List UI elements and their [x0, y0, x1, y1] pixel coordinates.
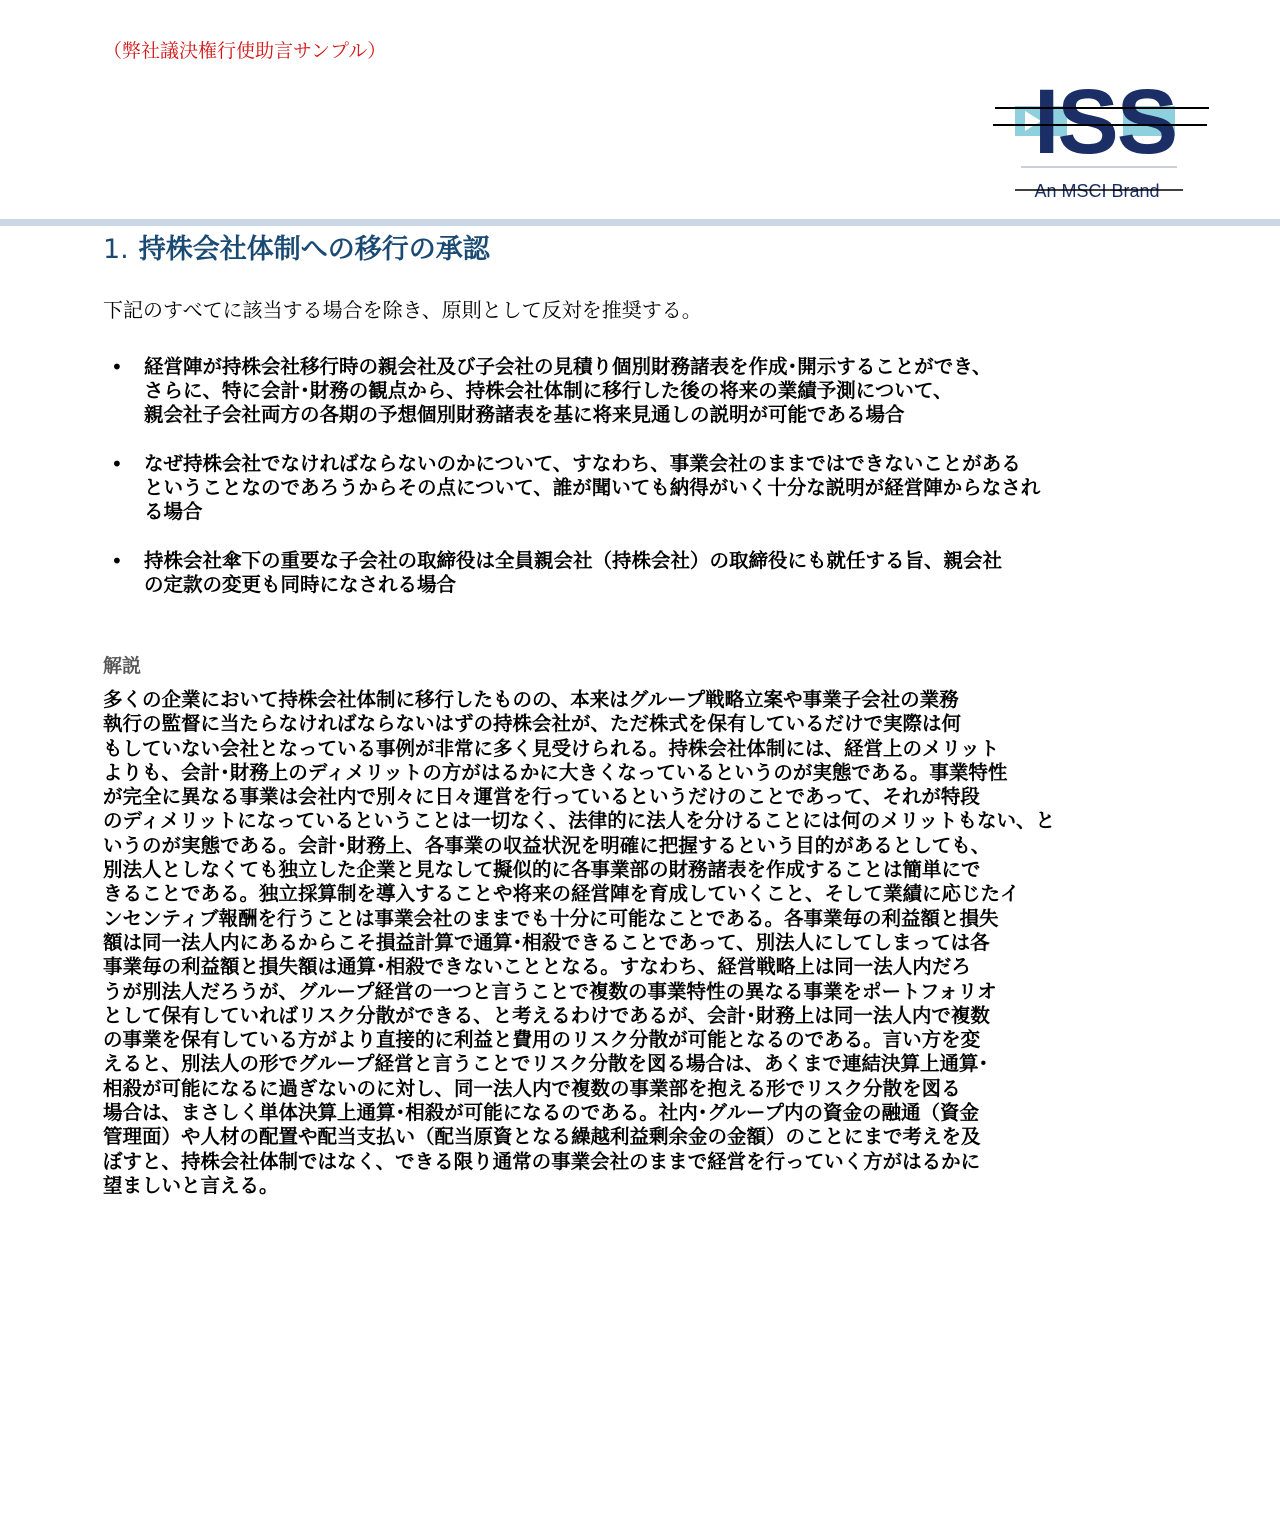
commentary-line: 事業毎の利益額と損失額は通算･相殺できないこととなる。すなわち、経営戦略上は同一法人内だろ: [103, 955, 971, 979]
commentary-line: 多くの企業において持株会社体制に移行したものの、本来はグループ戦略立案や事業子会社の業務: [103, 688, 959, 711]
condition-item-3: [103, 549, 1203, 597]
bullet-marker: •: [111, 355, 123, 379]
commentary-line: 別法人としなくても独立した企業と見なして擬似的に各事業部の財務諸表を作成することは簡単にで: [103, 858, 981, 882]
commentary-line: いうのが実態である。会計･財務上、各事業の収益状況を明確に把握するという目的があるとしても、: [103, 833, 991, 857]
condition-text-line: ということなのであろうからその点について、誰が聞いても納得がいく十分な説明が経営陣からなされ: [144, 476, 1041, 499]
commentary-label: 解説: [103, 655, 142, 677]
condition-item-1: [103, 355, 1203, 427]
commentary-body: [103, 688, 1183, 1198]
commentary-line: ぼすと、持株会社体制ではなく、できる限り通常の事業会社のままで経営を行っていく方がはるかに: [103, 1149, 981, 1173]
condition-text-line: なぜ持株会社でなければならないのかについて、すなわち、事業会社のままではできないことがある: [144, 452, 1021, 475]
commentary-line: 執行の監督に当たらなければならないはずの持株会社が、ただ株式を保有しているだけで実際は何: [103, 712, 962, 736]
bullet-marker: •: [111, 452, 123, 476]
condition-text-line: さらに、特に会計･財務の観点から、持株会社体制に移行した後の将来の業績予測について、: [144, 379, 953, 402]
section-number: 1.: [103, 234, 129, 265]
iss-logo-graphic: [993, 78, 1213, 206]
bullet-marker: •: [111, 549, 123, 573]
commentary-line: の事業を保有している方がより直接的に利益と費用のリスク分散が可能となるのである。言い方を変: [103, 1028, 981, 1052]
iss-logo: [993, 78, 1213, 206]
commentary-line: 額は同一法人内にあるからこそ損益計算で通算･相殺できることであって、別法人にしてしまっては各: [103, 930, 990, 954]
commentary-line: 望ましいと言える。: [103, 1173, 279, 1197]
logo-tagline: An MSCI Brand: [1034, 181, 1160, 201]
commentary-line: もしていない会社となっている事例が非常に多く見受けられる。持株会社体制には、経営上のメリット: [103, 736, 1000, 760]
commentary-line: 場合は、まさしく単体決算上通算･相殺が可能になるのである。社内･グループ内の資金の融通（資金: [103, 1101, 979, 1125]
commentary-line: きることである。独立採算制を導入することや将来の経営陣を育成していくこと、そして業績に応じたイ: [103, 882, 1020, 906]
commentary-line: のディメリットになっているということは一切なく、法律的に法人を分けることには何のメリットもない、と: [103, 809, 1055, 833]
header-divider: [0, 219, 1280, 226]
condition-text-line: 経営陣が持株会社移行時の親会社及び子会社の見積り個別財務諸表を作成･開示することができ、: [144, 355, 992, 378]
commentary-line: 相殺が可能になるに過ぎないのに対し、同一法人内で複数の事業部を抱える形でリスク分散を図る: [103, 1076, 961, 1100]
sample-label: （弊社議決権行使助言サンプル）: [103, 40, 387, 62]
commentary-line: よりも、会計･財務上のディメリットの方がはるかに大きくなっているというのが実態である。事業特性: [103, 760, 1008, 784]
section-intro: 下記のすべてに該当する場合を除き、原則として反対を推奨する。: [103, 298, 702, 322]
commentary-line: ンセンティブ報酬を行うことは事業会社のままでも十分に可能なことである。各事業毎の利益額と損失: [103, 906, 999, 930]
section-title: 持株会社体制への移行の承認: [138, 234, 490, 265]
condition-text-line: 持株会社傘下の重要な子会社の取締役は全員親会社（持株会社）の取締役にも就任する旨、親会社: [144, 549, 1003, 572]
section-heading: [103, 230, 490, 270]
commentary-line: として保有していればリスク分散ができる、と考えるわけであるが、会計･財務上は同一法人内で複数: [103, 1003, 990, 1027]
commentary-line: えると、別法人の形でグループ経営と言うことでリスク分散を図る場合は、あくまで連結決算上通算･: [103, 1052, 989, 1076]
condition-text-line: 親会社子会社両方の各期の予想個別財務諸表を基に将来見通しの説明が可能である場合: [144, 403, 905, 426]
commentary-line: 管理面）や人材の配置や配当支払い（配当原資となる繰越利益剰余金の金額）のことにまで考えを及: [103, 1125, 981, 1149]
commentary-line: うが別法人だろうが、グループ経営の一つと言うことで複数の事業特性の異なる事業をポートフォリオ: [103, 979, 997, 1003]
condition-text-line: る場合: [144, 500, 203, 523]
condition-item-2: [103, 452, 1203, 524]
logo-wordmark: ISS: [1033, 78, 1177, 173]
commentary-line: が完全に異なる事業は会社内で別々に日々運営を行っているというだけのことであって、それが特段: [103, 785, 980, 809]
condition-text-line: の定款の変更も同時になされる場合: [144, 573, 457, 596]
condition-list: [103, 355, 1203, 622]
